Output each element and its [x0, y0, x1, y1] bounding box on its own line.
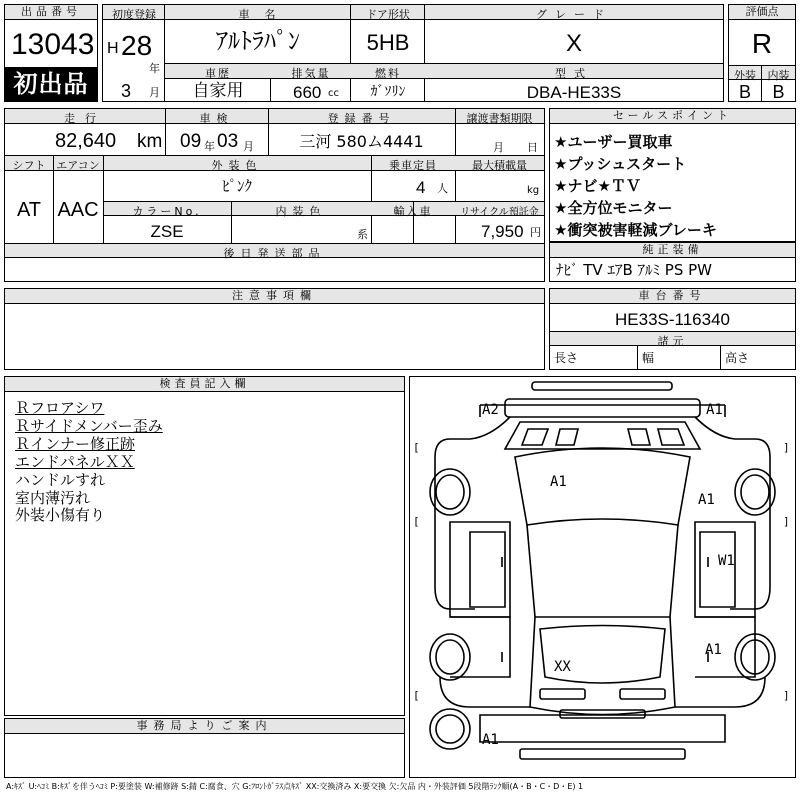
recycle-value: 7,950 [481, 222, 524, 241]
equipment-label: 純正装備 [550, 243, 795, 258]
reg-month: 3 [121, 81, 132, 101]
sales-point-item: ★ユーザー買取車 [554, 133, 673, 151]
import-label: 輸入車 [393, 205, 433, 218]
history-value: 自家用 [192, 81, 244, 101]
inspector-box [4, 376, 405, 716]
sales-points-box [549, 108, 796, 242]
bracket-left-top: [ [413, 441, 420, 454]
color-no-value: ZSE [150, 222, 184, 241]
inspection-year-unit: 年 [204, 140, 215, 153]
shift-value: AT [16, 199, 42, 221]
score-label: 評価点 [729, 5, 795, 20]
shift-label: シフト [12, 159, 46, 172]
fuel-value: ｶﾞｿﾘﾝ [370, 84, 406, 100]
score-value: R [751, 28, 773, 59]
reg-month-unit: 月 [149, 86, 160, 99]
car-diagram-box [409, 376, 796, 778]
displacement-value: 660 [293, 83, 322, 102]
interior-label: 内装 [767, 69, 790, 82]
mileage-label: 走行 [64, 112, 106, 125]
bracket-left-low: [ [413, 689, 420, 702]
fuel-label: 燃料 [375, 67, 401, 80]
load-label: 最大積載量 [472, 159, 527, 172]
color-no-label: カラーNo. [132, 205, 202, 218]
model-label: 型式 [555, 67, 593, 80]
bracket-right-low: ] [783, 689, 790, 702]
dims-label: 諸元 [657, 335, 688, 348]
exterior-score: B [738, 82, 751, 102]
first-listing-badge: 初出品 [5, 67, 97, 101]
damage-a2: A2 [482, 402, 499, 418]
sales-point-item: ★全方位モニター [554, 199, 673, 217]
lot-number: 13043 [11, 28, 95, 61]
inspector-note: 外装小傷有り [15, 506, 106, 524]
sales-points-label: セールスポイント [550, 109, 795, 124]
car-name: ｱﾙﾄﾗﾊﾟﾝ [216, 27, 300, 55]
bracket-left-mid: [ [413, 515, 420, 528]
door-type: 5HB [366, 30, 410, 55]
inspector-note: エンドパネルＸＸ [15, 453, 135, 471]
inspector-note: Ｒサイドメンバー歪み [15, 417, 163, 435]
model-value: DBA-HE33S [526, 83, 622, 102]
displacement-label: 排気量 [291, 67, 331, 80]
recycle-label: リサイクル預託金 [460, 207, 539, 218]
damage-w1: W1 [718, 553, 735, 569]
inspection-month-unit: 月 [243, 140, 254, 153]
displacement-unit: cc [328, 88, 339, 99]
inspection-year: 09 [180, 131, 202, 152]
reg-era: H [107, 40, 119, 57]
sales-point-item: ★ナビ★ＴＶ [554, 177, 641, 195]
ac-label: エアコン [56, 159, 100, 172]
ac-value: AAC [57, 199, 99, 221]
sales-point-item: ★プッシュスタート [554, 155, 687, 173]
lot-label: 出品番号 [5, 5, 97, 20]
chassis-value: HE33S-116340 [615, 310, 730, 329]
details-grid [4, 108, 545, 282]
plate-label: 登録番号 [327, 112, 396, 125]
legend-text: A:ｷｽﾞ U:ﾍｺﾐ B:ｷｽﾞを伴うﾍｺﾐ P:要塗装 W:補修跡 S:錆 C:腐食、穴 G:ﾌﾛﾝﾄｶﾞﾗｽ点ｷｽﾞ XX:交換済み X:要交換 欠:欠品 内・外装評価 5段階ﾗﾝｸ順(A・B・C・D・E) 1 [6, 782, 584, 791]
reg-year: 28 [121, 30, 153, 61]
equipment-box [549, 242, 796, 282]
car-body-diagram [410, 377, 795, 777]
recycle-unit: 円 [530, 226, 541, 239]
transfer-label: 譲渡書類期限 [466, 112, 533, 125]
score-box [728, 4, 796, 102]
sales-point-item: ★衝突被害軽減ブレーキ [554, 221, 717, 239]
dim-height: 高さ [725, 351, 750, 365]
inspector-note: Ｒフロアシワ [15, 399, 105, 417]
bracket-right-top: ] [783, 441, 790, 454]
chassis-label: 車台番号 [550, 289, 795, 304]
damage-a1-right-fender: A1 [698, 492, 715, 508]
exterior-label: 外装 [734, 69, 756, 82]
color-label: 外装色 [211, 159, 263, 172]
int-color-label: 内装色 [275, 205, 327, 218]
reg-year-unit: 年 [149, 62, 160, 75]
later-parts-label: 後日発送部品 [223, 247, 326, 260]
dim-width: 幅 [642, 351, 655, 365]
first-reg-label: 初度登録 [112, 8, 156, 21]
transfer-month: 月 [493, 141, 504, 154]
capacity-unit: 人 [437, 182, 448, 195]
inspection-label: 車検 [199, 112, 234, 125]
inspector-note: Ｒインナー修正跡 [15, 435, 136, 453]
inspection-month: 03 [217, 131, 239, 152]
damage-a1-bottom: A1 [482, 732, 499, 748]
name-label: 車 名 [238, 8, 278, 21]
transfer-day: 日 [527, 141, 538, 154]
equipment-value: ﾅﾋﾞ TV ｴｱB ｱﾙﾐ PS PW [556, 261, 712, 279]
plate-value: 三河 580ム4441 [299, 132, 424, 151]
mileage-unit: km [137, 131, 163, 152]
caution-label: 注意事項欄 [5, 289, 544, 304]
office-box [4, 718, 405, 778]
color-value: ﾋﾟﾝｸ [221, 177, 252, 195]
inspector-label: 検査員記入欄 [5, 377, 404, 392]
lot-box [4, 4, 98, 102]
inspector-note: ハンドルすれ [15, 471, 106, 489]
load-unit: kg [527, 185, 540, 196]
dim-length: 長さ [554, 351, 579, 365]
int-color-unit: 系 [357, 228, 368, 241]
door-label: ドア形状 [366, 8, 410, 21]
chassis-box [549, 288, 796, 370]
history-label: 車歴 [205, 67, 231, 80]
grade-label: グレード [536, 8, 612, 21]
damage-a1-right-door: A1 [705, 642, 722, 658]
bracket-right-mid: ] [783, 515, 790, 528]
capacity-label: 乗車定員 [389, 159, 437, 172]
grade-value: X [565, 30, 582, 57]
capacity-value: 4 [416, 178, 426, 197]
damage-xx: XX [554, 659, 571, 675]
vehicle-header-grid [102, 4, 724, 102]
office-label: 事務局よりご案内 [5, 719, 404, 734]
damage-a1-front-right: A1 [706, 402, 723, 418]
inspector-note: 室内薄汚れ [15, 489, 91, 507]
interior-score: B [772, 82, 785, 102]
mileage-value: 82,640 [55, 130, 117, 152]
damage-a1-hood: A1 [550, 474, 567, 490]
caution-box [4, 288, 545, 370]
